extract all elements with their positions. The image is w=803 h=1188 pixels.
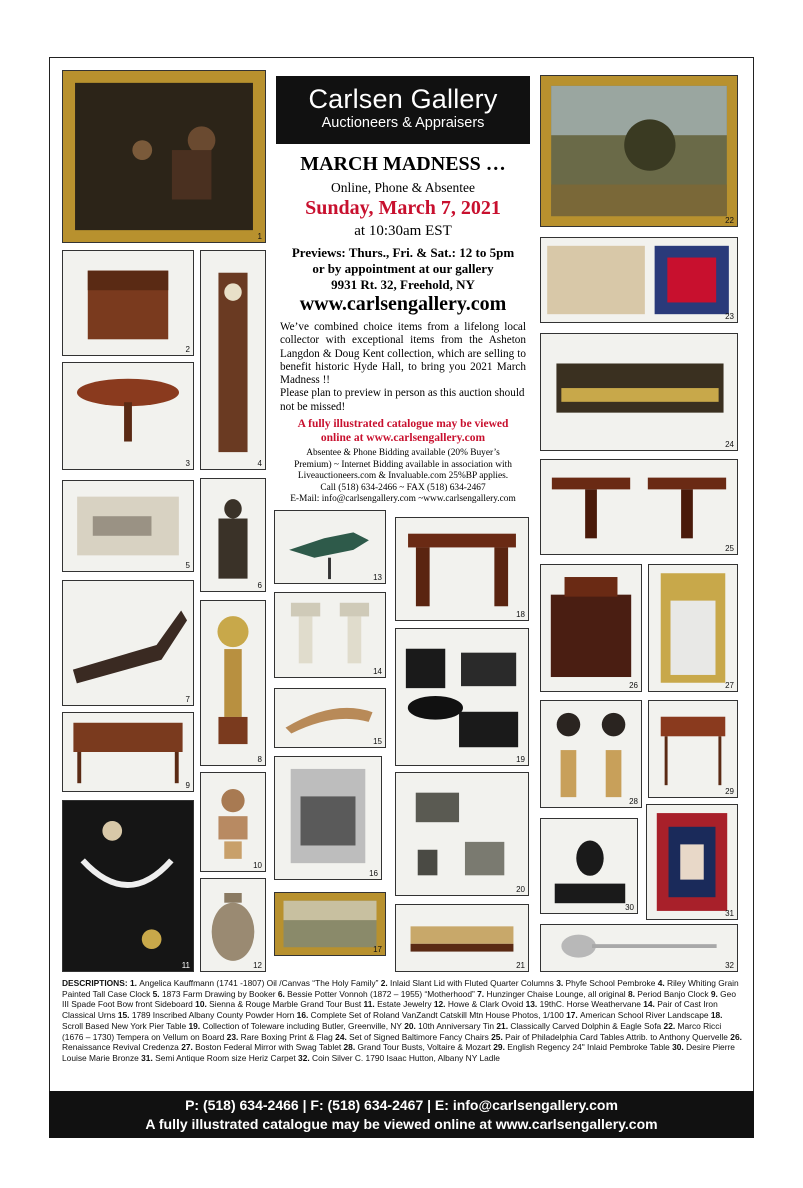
lot-13-weathervane[interactable] xyxy=(274,510,386,584)
description-item xyxy=(628,989,711,999)
lot-9-sideboard[interactable] xyxy=(62,712,194,792)
lot-26-credenza[interactable] xyxy=(540,564,642,692)
horse-icon xyxy=(275,511,385,583)
lot-28-busts[interactable] xyxy=(540,700,642,808)
description-number: 7. xyxy=(477,988,487,999)
lot-4-tall-case-clock[interactable] xyxy=(200,250,266,470)
gallery-address: 9931 Rt. 32, Freehold, NY xyxy=(331,277,475,292)
description-text: Boston Federal Mirror with Swag Tablet xyxy=(195,1042,344,1053)
description-text: Riley Whiting Grain Painted Tall Case Clock xyxy=(62,978,739,999)
banjo-clock-icon xyxy=(201,601,265,765)
gallery-tagline: Auctioneers & Appraisers xyxy=(321,115,485,131)
lot-30-bronze[interactable] xyxy=(540,818,638,914)
description-number: 23. xyxy=(226,1031,241,1042)
landscape-icon xyxy=(541,76,737,226)
lot-18-pier-table[interactable] xyxy=(395,517,529,621)
lot-descriptions xyxy=(62,978,742,1064)
powder-horn-icon xyxy=(275,689,385,747)
jewelry-icon xyxy=(63,801,193,971)
description-number: 18. xyxy=(710,1010,723,1021)
description-text: Angelica Kauffmann (1741 -1807) Oil /Canvas “The Holy Family” xyxy=(139,978,381,988)
lot-number: 9 xyxy=(185,781,190,790)
lot-number: 8 xyxy=(257,755,262,764)
description-item xyxy=(491,1032,730,1042)
description-text: Desire Pierre Louise Marie Bronze xyxy=(62,1042,735,1063)
lot-32-silver-ladle[interactable] xyxy=(540,924,738,972)
description-text: Coin Silver C. 1790 Isaac Hutton, Albany NY Ladle xyxy=(312,1052,500,1063)
lot-12-ovoid-crock[interactable] xyxy=(200,878,266,972)
landscape-icon xyxy=(275,893,385,955)
lot-11-estate-jewelry[interactable] xyxy=(62,800,194,972)
description-text: Set of Signed Baltimore Fancy Chairs xyxy=(349,1031,492,1042)
lot-number: 11 xyxy=(181,961,190,970)
lot-10-marble-bust[interactable] xyxy=(200,772,266,872)
catalogue-note xyxy=(276,417,530,445)
description-text: Complete Set of Roland VanZandt Catskill Mtn House Photos, 1/100 xyxy=(310,1010,567,1021)
lot-number: 14 xyxy=(373,667,382,676)
lot-15-powder-horn[interactable] xyxy=(274,688,386,748)
gallery-name: Carlsen Gallery xyxy=(308,84,498,114)
lot-number: 23 xyxy=(725,312,734,321)
description-number: 13. xyxy=(525,999,540,1010)
description-text: Renaissance Revival Credenza xyxy=(62,1042,182,1053)
description-item xyxy=(496,1021,663,1031)
credenza-icon xyxy=(541,565,641,691)
description-item xyxy=(153,989,278,999)
description-number: 10. xyxy=(195,999,210,1010)
description-number: 15. xyxy=(117,1010,132,1021)
lot-24-fancy-chairs[interactable] xyxy=(540,333,738,451)
description-number: 30. xyxy=(672,1042,687,1053)
terms-line-2: Premium) ~ Internet Bidding available in association with xyxy=(294,459,512,470)
description-item xyxy=(493,1042,672,1052)
description-text: Inlaid Slant Lid with Fluted Quarter Columns xyxy=(390,978,557,988)
description-number: 22. xyxy=(663,1020,678,1031)
sofa-icon xyxy=(396,905,528,971)
description-item xyxy=(335,1032,491,1042)
description-text: Scroll Based New York Pier Table xyxy=(62,1020,189,1031)
urns-icon xyxy=(275,593,385,677)
auction-time: at 10:30am EST xyxy=(354,223,452,239)
description-number: 12. xyxy=(433,999,448,1010)
lot-number: 7 xyxy=(185,695,190,704)
description-text: 19thC. Horse Weathervane xyxy=(539,999,644,1010)
gallery-logo xyxy=(276,76,530,144)
description-item xyxy=(556,978,658,988)
description-item xyxy=(381,978,557,988)
description-text: Marco Ricci (1676 – 1730) Tempera on Vellum on Board xyxy=(62,1020,722,1042)
lot-7-chaise-lounge[interactable] xyxy=(62,580,194,706)
description-number: 24. xyxy=(335,1031,350,1042)
description-number: 1. xyxy=(129,978,140,988)
description-item xyxy=(227,1032,335,1042)
auction-title: MARCH MADNESS … xyxy=(300,153,506,175)
description-text: American School River Landscape xyxy=(580,1010,711,1021)
description-item xyxy=(130,978,381,988)
description-item xyxy=(298,1053,500,1063)
tin-icon xyxy=(396,773,528,895)
descriptions-label: DESCRIPTIONS: xyxy=(62,978,128,988)
small-table-icon xyxy=(649,701,737,797)
description-item xyxy=(344,1042,494,1052)
lot-16-photos[interactable] xyxy=(274,756,382,880)
description-text: English Regency 24" Inlaid Pembroke Table xyxy=(507,1042,673,1053)
painting-icon xyxy=(63,71,265,242)
bust-icon xyxy=(201,773,265,871)
description-number: 25. xyxy=(491,1031,506,1042)
lot-14-urns[interactable] xyxy=(274,592,386,678)
lot-number: 21 xyxy=(516,961,525,970)
description-item xyxy=(364,999,434,1009)
terms-line-3: Liveauctioneers.com & Invaluable.com 25%BP applies. xyxy=(297,471,509,481)
lot-number: 15 xyxy=(373,737,382,746)
catalogue-note-line-1: A fully illustrated catalogue may be viewed xyxy=(297,418,509,430)
previews-line-2: or by appointment at our gallery xyxy=(312,261,494,276)
description-item xyxy=(526,999,644,1009)
lot-23-boxing-print[interactable] xyxy=(540,237,738,323)
description-text: Period Banjo Clock xyxy=(637,988,711,999)
lot-number: 27 xyxy=(725,681,734,690)
mirror-icon xyxy=(649,565,737,691)
lot-number: 5 xyxy=(185,561,190,570)
lot-31-heriz-carpet[interactable] xyxy=(646,804,738,920)
description-text: Geo III Spade Foot Bow front Sideboard xyxy=(62,988,737,1010)
lot-1-painting[interactable] xyxy=(62,70,266,243)
lot-number: 29 xyxy=(725,787,734,796)
description-text: Grand Tour Busts, Voltaire & Mozart xyxy=(357,1042,494,1053)
lot-number: 18 xyxy=(516,610,525,619)
description-text: Sienna & Rouge Marble Grand Tour Bust xyxy=(209,999,364,1010)
table-icon xyxy=(63,363,193,469)
description-number: 26. xyxy=(730,1031,742,1042)
description-item xyxy=(118,1010,297,1020)
description-number: 27. xyxy=(181,1042,196,1053)
lot-number: 16 xyxy=(369,869,378,878)
description-number: 8. xyxy=(627,988,638,999)
chaise-icon xyxy=(63,581,193,705)
intro-text xyxy=(280,321,526,414)
lot-27-federal-mirror[interactable] xyxy=(648,564,738,692)
description-text: Pair of Cast Iron Classical Urns xyxy=(62,999,718,1021)
lot-number: 12 xyxy=(253,961,262,970)
description-number: 29. xyxy=(493,1042,508,1053)
lot-number: 28 xyxy=(629,797,638,806)
description-text: Rare Boxing Print & Flag xyxy=(240,1031,336,1042)
lot-8-banjo-clock[interactable] xyxy=(200,600,266,766)
footer-catalogue-line[interactable]: A fully illustrated catalogue may be viewed online at www.carlsengallery.com xyxy=(145,1116,658,1132)
lot-25-card-tables[interactable] xyxy=(540,459,738,555)
crock-icon xyxy=(201,879,265,971)
description-number: 4. xyxy=(657,978,668,988)
intro-paragraph-2: Please plan to preview in person as this auction should not be missed! xyxy=(280,387,525,413)
description-text: 1789 Inscribed Albany County Powder Horn xyxy=(131,1010,297,1021)
sideboard-icon xyxy=(63,713,193,791)
lot-20-anniversary-tin[interactable] xyxy=(395,772,529,896)
lot-17-river-landscape[interactable] xyxy=(274,892,386,956)
desk-icon xyxy=(63,251,193,355)
description-item xyxy=(297,1010,566,1020)
lot-21-dolphin-sofa[interactable] xyxy=(395,904,529,972)
description-number: 20. xyxy=(404,1020,419,1031)
description-number: 5. xyxy=(152,988,162,999)
bidding-modes: Online, Phone & Absentee xyxy=(331,180,475,195)
description-number: 19. xyxy=(188,1020,203,1031)
footer-contact-line[interactable]: P: (518) 634-2466 | F: (518) 634-2467 | E: info@carlsengallery.com xyxy=(185,1097,618,1113)
lot-number: 22 xyxy=(725,216,734,225)
clock-icon xyxy=(201,251,265,469)
previews-line-1: Previews: Thurs., Fri. & Sat.: 12 to 5pm xyxy=(291,245,515,260)
description-list xyxy=(62,978,742,1063)
print-icon xyxy=(541,238,737,322)
lot-number: 31 xyxy=(725,909,734,918)
lot-3-pembroke-table[interactable] xyxy=(62,362,194,470)
lot-number: 10 xyxy=(253,861,262,870)
description-item xyxy=(141,1053,298,1063)
lot-number: 25 xyxy=(725,544,734,553)
description-number: 14. xyxy=(643,999,658,1010)
lot-number: 19 xyxy=(516,755,525,764)
lot-number: 20 xyxy=(516,885,525,894)
lot-number: 3 xyxy=(185,459,190,468)
lot-2-slant-lid-desk[interactable] xyxy=(62,250,194,356)
bidding-terms xyxy=(276,448,530,506)
card-tables-icon xyxy=(541,460,737,554)
busts-icon xyxy=(541,701,641,807)
ladle-icon xyxy=(541,925,737,971)
lot-number: 4 xyxy=(257,459,262,468)
description-text: 10th Anniversary Tin xyxy=(418,1020,497,1031)
description-number: 2. xyxy=(380,978,391,988)
website-link[interactable]: www.carlsengallery.com xyxy=(299,293,507,315)
lot-22-painting[interactable] xyxy=(540,75,738,227)
description-number: 31. xyxy=(141,1052,156,1063)
pier-table-icon xyxy=(396,518,528,620)
bronze-icon xyxy=(541,819,637,913)
auction-date: Sunday, March 7, 2021 xyxy=(305,197,501,219)
sculpture-icon xyxy=(201,479,265,591)
lot-number: 17 xyxy=(373,945,382,954)
description-text: Phyfe School Pembroke xyxy=(565,978,658,988)
description-text: Howe & Clark Ovoid xyxy=(447,999,526,1010)
carpet-icon xyxy=(647,805,737,919)
lot-number: 13 xyxy=(373,573,382,582)
lot-number: 30 xyxy=(625,903,634,912)
description-text: Hunzinger Chaise Lounge, all original xyxy=(486,988,628,999)
description-item xyxy=(477,989,628,999)
lot-number: 24 xyxy=(725,440,734,449)
description-text: Classically Carved Dolphin & Eagle Sofa xyxy=(510,1020,664,1031)
description-item xyxy=(195,999,363,1009)
terms-line-1: Absentee & Phone Bidding available (20% Buyer’s xyxy=(306,448,500,458)
lot-number: 32 xyxy=(725,961,734,970)
description-item xyxy=(566,1010,711,1020)
description-item xyxy=(404,1021,496,1031)
lot-number: 2 xyxy=(185,345,190,354)
description-number: 9. xyxy=(710,988,721,999)
description-text: Semi Antique Room size Heriz Carpet xyxy=(155,1052,299,1063)
terms-line-4: Call (518) 634-2466 ~ FAX (518) 634-2467 xyxy=(320,482,486,493)
description-number: 32. xyxy=(298,1052,313,1063)
description-number: 3. xyxy=(556,978,566,988)
catalogue-note-line-2: online at www.carlsengallery.com xyxy=(320,432,486,444)
description-text: Collection of Toleware including Butler, Greenville, NY xyxy=(202,1020,405,1031)
previews-block xyxy=(276,245,530,293)
lot-number: 1 xyxy=(257,232,262,241)
lot-19-toleware[interactable] xyxy=(395,628,529,766)
description-item xyxy=(278,989,477,999)
contact-footer xyxy=(49,1091,754,1138)
toleware-icon xyxy=(396,629,528,765)
lot-number: 26 xyxy=(629,681,638,690)
description-number: 21. xyxy=(496,1020,511,1031)
lot-6-bronze-sculpture[interactable] xyxy=(200,478,266,592)
description-text: 1873 Farm Drawing by Booker xyxy=(161,988,278,999)
description-number: 11. xyxy=(363,999,378,1010)
description-item xyxy=(181,1042,343,1052)
description-item xyxy=(434,999,526,1009)
description-number: 6. xyxy=(277,988,288,999)
description-number: 28. xyxy=(343,1042,358,1053)
lot-number: 6 xyxy=(257,581,262,590)
lot-5-farm-drawing[interactable] xyxy=(62,480,194,572)
description-text: Estate Jewelry xyxy=(377,999,434,1010)
photo-icon xyxy=(275,757,381,879)
intro-paragraph: We’ve combined choice items from a lifelong local collector with exceptional items from the Asheton Langdon & Doug Kent collection, which are selling to benefit historic Hyde Hall, to bring you 2021 March Madness !! xyxy=(280,321,526,387)
description-number: 17. xyxy=(566,1010,581,1021)
drawing-icon xyxy=(63,481,193,571)
description-text: Pair of Philadelphia Card Tables Attrib. to Anthony Quervelle xyxy=(505,1031,731,1042)
chairs-icon xyxy=(541,334,737,450)
lot-29-pembroke-table[interactable] xyxy=(648,700,738,798)
description-number: 16. xyxy=(296,1010,311,1021)
terms-line-5: E-Mail: info@carlsengallery.com ~www.carlsengallery.com xyxy=(290,494,516,504)
description-text: Bessie Potter Vonnoh (1872 – 1955) “Motherhood” xyxy=(287,988,478,999)
description-item xyxy=(188,1021,404,1031)
